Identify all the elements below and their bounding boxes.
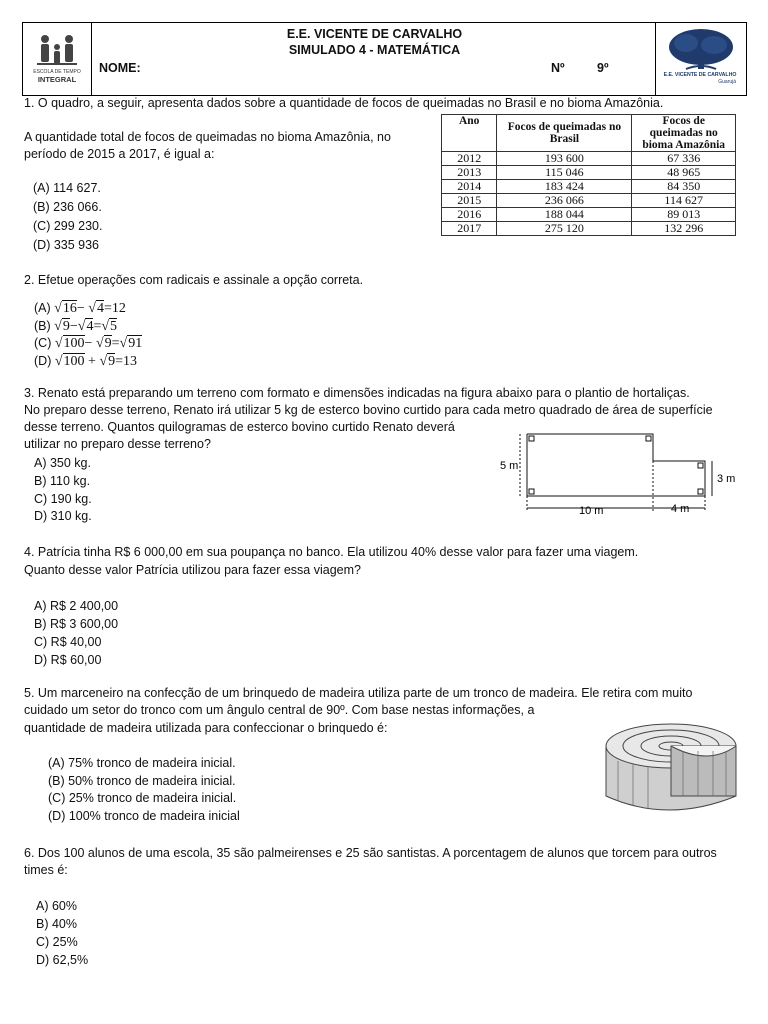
table-cell: 89 013 xyxy=(632,208,736,222)
q2-options xyxy=(34,300,142,370)
q5-options xyxy=(48,755,240,825)
table-cell: 183 424 xyxy=(497,180,632,194)
label-4m: 4 m xyxy=(671,503,690,515)
q6-option-b[interactable]: B) 40% xyxy=(36,917,77,931)
radicand: 9 xyxy=(62,318,70,334)
table-header-amazon: Focos de queimadas no bioma Amazônia xyxy=(632,115,736,152)
q4-options xyxy=(34,597,118,669)
q4-option-b[interactable]: B) R$ 3 600,00 xyxy=(34,617,119,631)
label-3m: 3 m xyxy=(717,473,736,485)
logo-caption-1: ESCOLA DE TEMPO xyxy=(33,69,81,75)
number-label: Nº xyxy=(551,61,565,75)
radicand: 100 xyxy=(63,336,85,351)
q5-option-c[interactable]: (C) 25% tronco de madeira inicial. xyxy=(48,791,237,805)
radicand: 9 xyxy=(108,353,116,369)
q5-option-d[interactable]: (D) 100% tronco de madeira inicial xyxy=(48,808,240,823)
table-cell: 67 336 xyxy=(632,152,736,166)
radicand: 91 xyxy=(128,336,143,351)
radicand: 100 xyxy=(63,353,85,369)
table-header-year: Ano xyxy=(442,115,497,152)
result: =12 xyxy=(103,301,126,316)
q1-option-b[interactable]: (B) 236 066. xyxy=(33,200,102,214)
q4-line-1: 4. Patrícia tinha R$ 6 000,00 em sua poupança no banco. Ela utilizou 40% desse valor para fazer uma viagem. xyxy=(24,545,639,559)
left-logo xyxy=(23,23,92,95)
radicand: 5 xyxy=(110,318,118,334)
q3-options xyxy=(34,455,92,526)
q5-line-1: 5. Um marceneiro na confecção de um brinquedo de madeira utiliza parte de um tronco de madeira. Ele retira com muito xyxy=(24,686,693,700)
operator: − xyxy=(76,301,85,316)
q1-option-a[interactable]: (A) 114 627. xyxy=(33,181,101,195)
radicand: 9 xyxy=(104,336,112,351)
table-cell: 193 600 xyxy=(497,152,632,166)
q1-options xyxy=(33,179,102,255)
q6-option-d[interactable]: D) 62,5% xyxy=(36,953,89,967)
q1-text-1: A quantidade total de focos de queimadas no bioma Amazônia, no xyxy=(24,130,391,144)
logo-caption-2: INTEGRAL xyxy=(37,75,77,84)
q1-text-2: período de 2015 a 2017, é igual a: xyxy=(24,147,215,161)
table-cell: 236 066 xyxy=(497,194,632,208)
q3-option-a[interactable]: A) 350 kg. xyxy=(34,456,91,470)
header-box xyxy=(22,22,747,96)
table-cell: 2013 xyxy=(442,166,497,180)
option-label: (C) xyxy=(34,336,52,350)
table-header-row xyxy=(442,115,736,152)
q2-option-a[interactable]: (A) √16− √4=12 xyxy=(34,301,126,316)
q6-line-2: times é: xyxy=(24,863,68,877)
table-row xyxy=(442,208,736,222)
q3-line-1: 3. Renato está preparando um terreno com formato e dimensões indicadas na figura abaixo para o plantio de hortaliças. xyxy=(24,386,690,400)
table-cell: 132 296 xyxy=(632,222,736,236)
q1-data-table xyxy=(441,114,736,236)
q5-line-3: quantidade de madeira utilizada para confeccionar o brinquedo é: xyxy=(24,721,388,735)
table-row xyxy=(442,222,736,236)
family-logo-icon xyxy=(23,23,91,95)
q5-line-2: cuidado um setor do tronco com um ângulo central de 90º. Com base nestas informações, a xyxy=(24,703,535,717)
q6-option-a[interactable]: A) 60% xyxy=(36,899,77,913)
radicand: 4 xyxy=(96,301,104,316)
label-10m: 10 m xyxy=(579,505,604,517)
q3-line-2: No preparo desse terreno, Renato irá utilizar 5 kg de esterco bovino curtido para cada metro quadrado de área de superfície xyxy=(24,403,713,417)
table-cell: 2017 xyxy=(442,222,497,236)
operator: − xyxy=(69,318,78,334)
table-cell: 114 627 xyxy=(632,194,736,208)
q1-option-c[interactable]: (C) 299 230. xyxy=(33,219,103,233)
q2-option-d[interactable]: (D) √100 + √9=13 xyxy=(34,353,138,369)
land-figure xyxy=(495,428,745,520)
q3-option-d[interactable]: D) 310 kg. xyxy=(34,509,92,524)
q6-line-1: 6. Dos 100 alunos de uma escola, 35 são palmeirenses e 25 são santistas. A porcentagem de alunos que torcem para outros xyxy=(24,846,717,860)
radicand: 16 xyxy=(62,301,77,316)
result: = xyxy=(111,336,120,351)
table-cell: 84 350 xyxy=(632,180,736,194)
table-cell: 115 046 xyxy=(497,166,632,180)
result: =13 xyxy=(115,353,138,369)
right-logo-caption: E.E. VICENTE DE CARVALHO xyxy=(663,72,737,78)
table-cell: 2016 xyxy=(442,208,497,222)
table-cell: 2012 xyxy=(442,152,497,166)
q2-option-b[interactable]: (B) √9−√4=√5 xyxy=(34,318,118,334)
table-row xyxy=(442,152,736,166)
q3-option-b[interactable]: B) 110 kg. xyxy=(34,473,91,488)
right-logo xyxy=(655,23,746,95)
table-header-brazil: Focos de queimadas no Brasil xyxy=(497,115,632,152)
q6-option-c[interactable]: C) 25% xyxy=(36,935,78,949)
q2-option-c[interactable]: (C) √100− √9=√91 xyxy=(34,336,143,351)
table-cell: 2015 xyxy=(442,194,497,208)
label-5m: 5 m xyxy=(500,460,519,472)
q2-title: 2. Efetue operações com radicais e assinale a opção correta. xyxy=(24,273,364,287)
table-cell: 48 965 xyxy=(632,166,736,180)
q4-option-c[interactable]: C) R$ 40,00 xyxy=(34,635,102,649)
option-label: (B) xyxy=(34,318,51,333)
radicand: 4 xyxy=(86,318,94,334)
table-row xyxy=(442,180,736,194)
q3-line-4: utilizar no preparo desse terreno? xyxy=(24,437,211,451)
result: = xyxy=(93,318,102,334)
exam-title: SIMULADO 4 - MATEMÁTICA xyxy=(288,43,461,57)
q6-options xyxy=(36,897,88,969)
table-cell: 275 120 xyxy=(497,222,632,236)
name-label: NOME: xyxy=(99,61,141,75)
log-sector-illustration xyxy=(598,716,748,826)
q5-option-a[interactable]: (A) 75% tronco de madeira inicial. xyxy=(48,756,236,770)
operator: + xyxy=(88,353,96,369)
table-row xyxy=(442,166,736,180)
q4-option-a[interactable]: A) R$ 2 400,00 xyxy=(34,599,119,613)
q1-option-d[interactable]: (D) 335 936 xyxy=(33,238,100,252)
right-logo-city: Guarujá xyxy=(718,79,736,85)
q3-option-c[interactable]: C) 190 kg. xyxy=(34,491,92,506)
table-row xyxy=(442,194,736,208)
table-cell: 2014 xyxy=(442,180,497,194)
option-label: (D) xyxy=(34,353,52,368)
q5-option-b[interactable]: (B) 50% tronco de madeira inicial. xyxy=(48,773,236,788)
operator: − xyxy=(84,336,93,351)
q3-line-3: desse terreno. Quantos quilogramas de esterco bovino curtido Renato deverá xyxy=(24,420,455,434)
grade-label: 9º xyxy=(597,61,609,75)
table-cell: 188 044 xyxy=(497,208,632,222)
school-name: E.E. VICENTE DE CARVALHO xyxy=(286,27,463,41)
q1-title: 1. O quadro, a seguir, apresenta dados sobre a quantidade de focos de queimadas no Brasil e no bioma Amazônia. xyxy=(24,96,664,110)
option-label: (A) xyxy=(34,301,51,315)
q4-line-2: Quanto desse valor Patrícia utilizou para fazer essa viagem? xyxy=(24,563,361,577)
q4-option-d[interactable]: D) R$ 60,00 xyxy=(34,653,102,667)
